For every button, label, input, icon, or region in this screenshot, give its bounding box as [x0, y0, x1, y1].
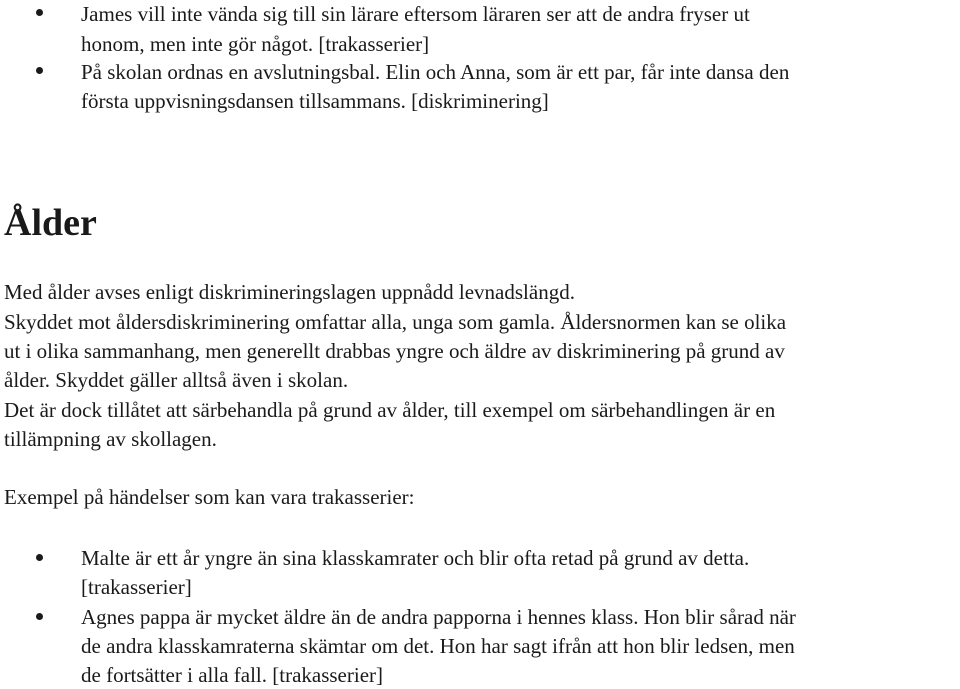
paragraph-line: ut i olika sammanhang, men generellt drabbas yngre och äldre av diskriminering på grund av — [4, 339, 785, 363]
list-item-text: de fortsätter i alla fall. [trakasserier] — [81, 663, 384, 687]
list-item-text: Agnes pappa är mycket äldre än de andra papporna i hennes klass. Hon blir sårad när — [81, 605, 796, 629]
bullet-icon — [36, 613, 43, 620]
list-item-text: [trakasserier] — [81, 575, 192, 599]
examples-intro: Exempel på händelser som kan vara trakasserier: — [4, 485, 415, 509]
paragraph-line: tillämpning av skollagen. — [4, 427, 217, 451]
paragraph-line: Skyddet mot åldersdiskriminering omfattar alla, unga som gamla. Åldersnormen kan se olika — [4, 310, 787, 334]
list-item-text: första uppvisningsdansen tillsammans. [diskriminering] — [81, 89, 549, 113]
list-item-text: honom, men inte gör något. [trakasserier] — [81, 32, 430, 56]
list-item-text: de andra klasskamraterna skämtar om det. Hon har sagt ifrån att hon blir ledsen, men — [81, 634, 795, 658]
section-heading: Ålder — [4, 202, 97, 244]
list-item-text: Malte är ett år yngre än sina klasskamrater och blir ofta retad på grund av detta. — [81, 546, 750, 570]
bullet-icon — [36, 554, 43, 561]
list-item-text: James vill inte vända sig till sin lärare eftersom läraren ser att de andra fryser ut — [81, 2, 750, 26]
list-item-text: På skolan ordnas en avslutningsbal. Elin och Anna, som är ett par, får inte dansa den — [81, 60, 790, 84]
bullet-icon — [36, 9, 43, 16]
paragraph-line: ålder. Skyddet gäller alltså även i skolan. — [4, 368, 349, 392]
paragraph-line: Med ålder avses enligt diskrimineringslagen uppnådd levnadslängd. — [4, 280, 575, 304]
bullet-icon — [36, 67, 43, 74]
paragraph-line: Det är dock tillåtet att särbehandla på grund av ålder, till exempel om särbehandlingen är en — [4, 398, 776, 422]
